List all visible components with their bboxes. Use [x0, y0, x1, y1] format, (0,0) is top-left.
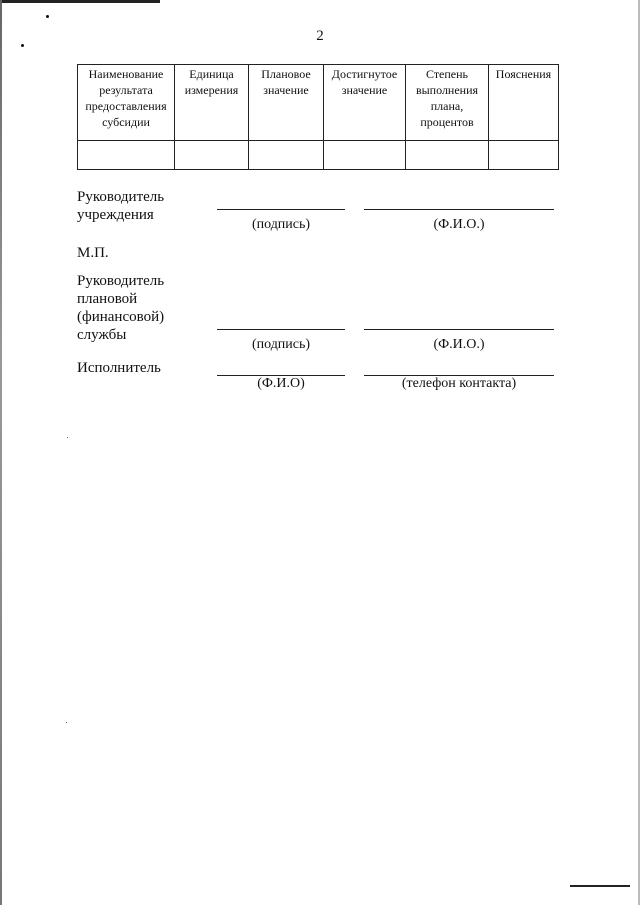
stamp-place-label: М.П. — [77, 245, 109, 261]
head-signature-caption: (подпись) — [251, 217, 311, 232]
executor-phone-caption: (телефон контакта) — [401, 376, 517, 391]
head-name-line — [364, 209, 554, 210]
header-planned-value: Плановое значение — [249, 65, 324, 141]
scan-speck — [67, 437, 68, 438]
table-row — [78, 141, 559, 170]
scan-speck — [66, 722, 67, 723]
scan-speck — [21, 44, 24, 47]
header-achieved-value: Достигнутое значение — [324, 65, 406, 141]
table-cell — [489, 141, 559, 170]
page-number: 2 — [316, 28, 324, 44]
finance-signature-caption: (подпись) — [251, 337, 311, 352]
executor-name-caption: (Ф.И.О) — [257, 376, 305, 391]
finance-signature-line — [217, 329, 345, 330]
table-cell — [324, 141, 406, 170]
head-signature-line — [217, 209, 345, 210]
results-table — [77, 64, 559, 170]
finance-head-label: Руководитель плановой (финансовой) службы — [77, 273, 165, 343]
table-cell — [249, 141, 324, 170]
finance-name-line — [364, 329, 554, 330]
table-cell — [175, 141, 249, 170]
scan-speck — [46, 15, 49, 18]
header-completion-degree: Степень выполнения плана, процентов — [406, 65, 489, 141]
scan-edge-bottom — [570, 885, 630, 887]
table-cell — [78, 141, 175, 170]
table-cell — [406, 141, 489, 170]
head-of-institution-label: Руководитель учреждения — [77, 189, 165, 223]
header-explanations: Пояснения — [489, 65, 559, 141]
scan-edge-top — [0, 0, 160, 3]
table-header-row — [78, 65, 559, 141]
finance-name-caption: (Ф.И.О.) — [433, 337, 485, 352]
header-result-name: Наименование результата предоставления субсидии — [78, 65, 175, 141]
executor-label: Исполнитель — [77, 360, 161, 376]
head-name-caption: (Ф.И.О.) — [433, 217, 485, 232]
scan-edge-left — [0, 0, 2, 905]
header-unit: Единица измерения — [175, 65, 249, 141]
